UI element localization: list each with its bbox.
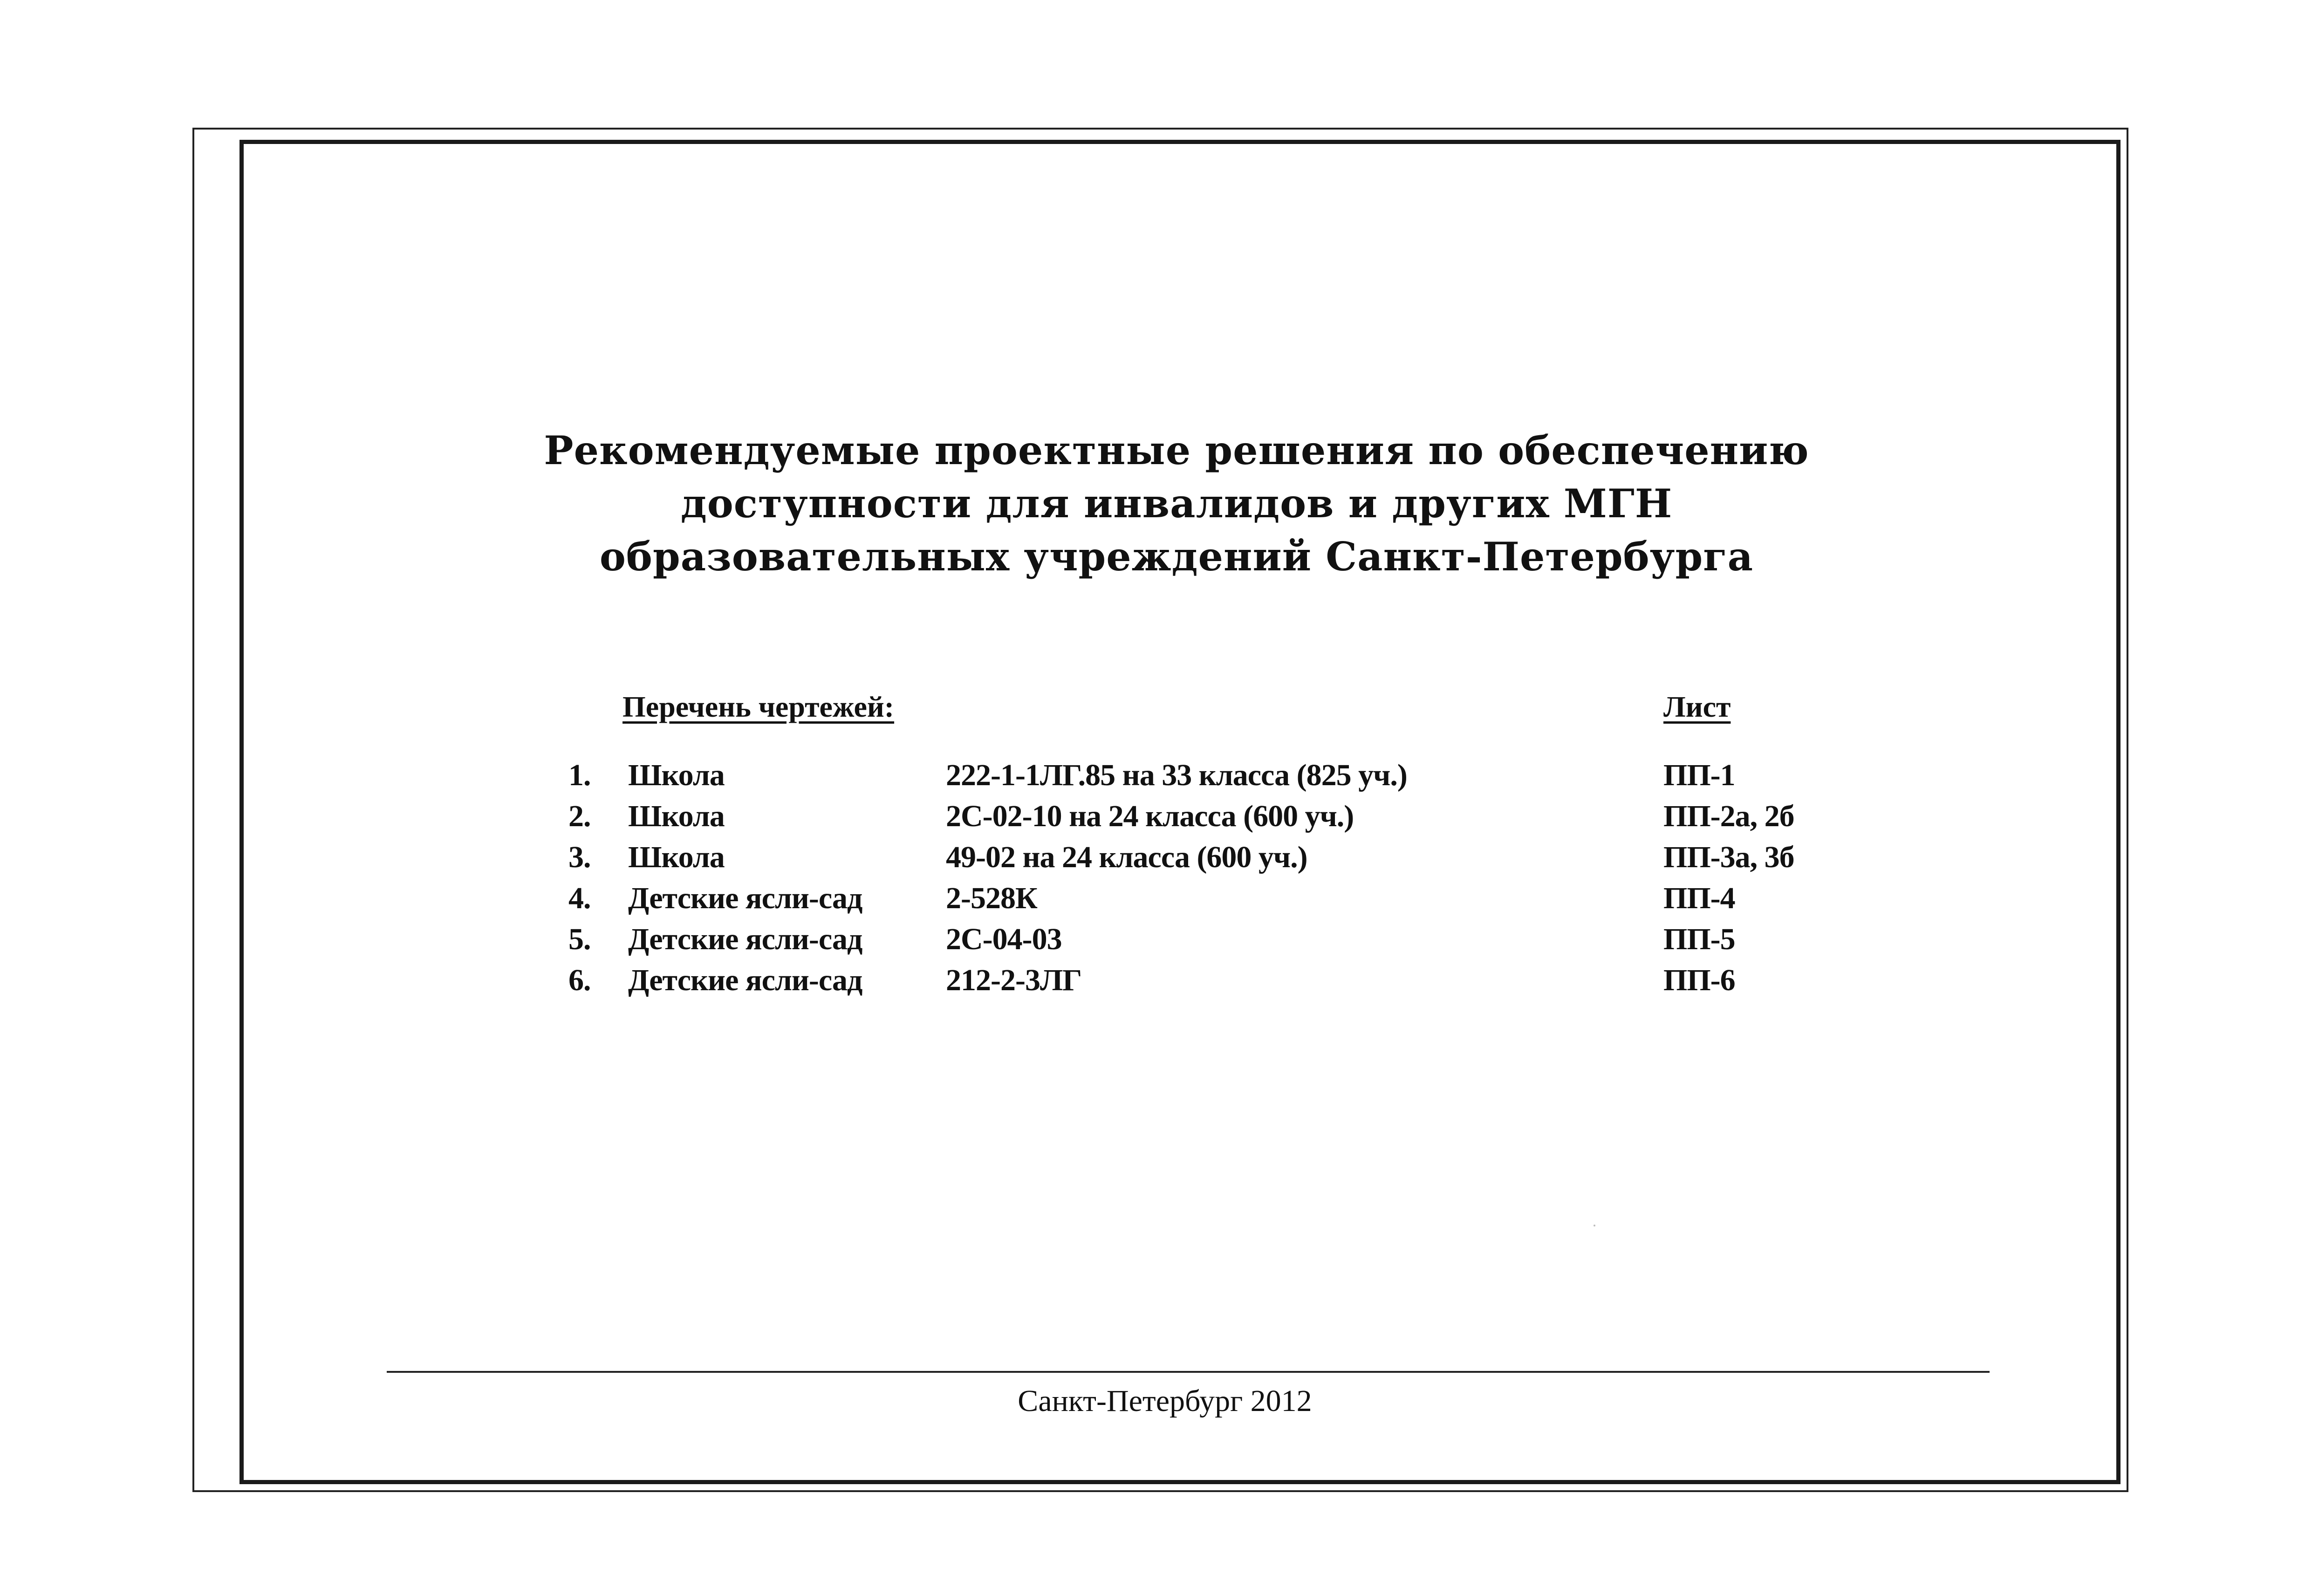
drawing-sheet: ПП-4	[1663, 881, 1735, 915]
title-line-3: образовательных учреждений Санкт-Петербурга	[599, 534, 1754, 580]
drawing-sheet: ПП-6	[1663, 963, 1735, 997]
drawing-building-type: Школа	[628, 840, 725, 874]
drawing-building-type: Детские ясли-сад	[628, 881, 862, 915]
drawing-project: 212-2-3ЛГ	[946, 963, 1082, 997]
title-line-2: доступности для инвалидов и других МГН	[680, 480, 1673, 527]
drawing-project: 2-528К	[946, 881, 1037, 915]
drawing-project: 49-02 на 24 класса (600 уч.)	[946, 840, 1307, 874]
drawing-row	[568, 755, 1873, 796]
drawing-number: 6.	[568, 963, 591, 997]
footer-divider	[387, 1371, 1990, 1373]
scan-speck	[1594, 1225, 1595, 1226]
drawing-project: 2С-04-03	[946, 922, 1062, 956]
drawing-row	[568, 796, 1873, 837]
title-line-1: Рекомендуемые проектные решения по обеспечению	[544, 427, 1809, 473]
drawing-building-type: Детские ясли-сад	[628, 963, 862, 997]
document-title	[489, 424, 1864, 583]
drawing-sheet: ПП-1	[1663, 758, 1735, 792]
drawing-building-type: Школа	[628, 799, 725, 833]
drawing-number: 2.	[568, 799, 591, 833]
drawing-row	[568, 878, 1873, 919]
drawing-project: 2С-02-10 на 24 класса (600 уч.)	[946, 799, 1354, 833]
drawing-row	[568, 960, 1873, 1001]
drawing-number: 4.	[568, 881, 591, 915]
drawing-number: 5.	[568, 922, 591, 956]
drawing-building-type: Детские ясли-сад	[628, 922, 862, 956]
footer-city-year: Санкт-Петербург 2012	[1018, 1384, 1312, 1418]
drawing-sheet: ПП-3а, 3б	[1663, 840, 1794, 874]
drawing-building-type: Школа	[628, 758, 725, 792]
drawing-sheet: ПП-2а, 2б	[1663, 799, 1794, 833]
drawing-row	[568, 837, 1873, 878]
drawing-sheet: ПП-5	[1663, 922, 1735, 956]
drawings-list	[568, 755, 1873, 1001]
drawings-list-heading: Перечень чертежей:	[622, 690, 895, 723]
drawing-row	[568, 919, 1873, 960]
sheet-column-heading: Лист	[1663, 690, 1731, 723]
drawing-number: 3.	[568, 840, 591, 874]
drawing-number: 1.	[568, 758, 591, 792]
drawing-project: 222-1-1ЛГ.85 на 33 класса (825 уч.)	[946, 758, 1407, 792]
